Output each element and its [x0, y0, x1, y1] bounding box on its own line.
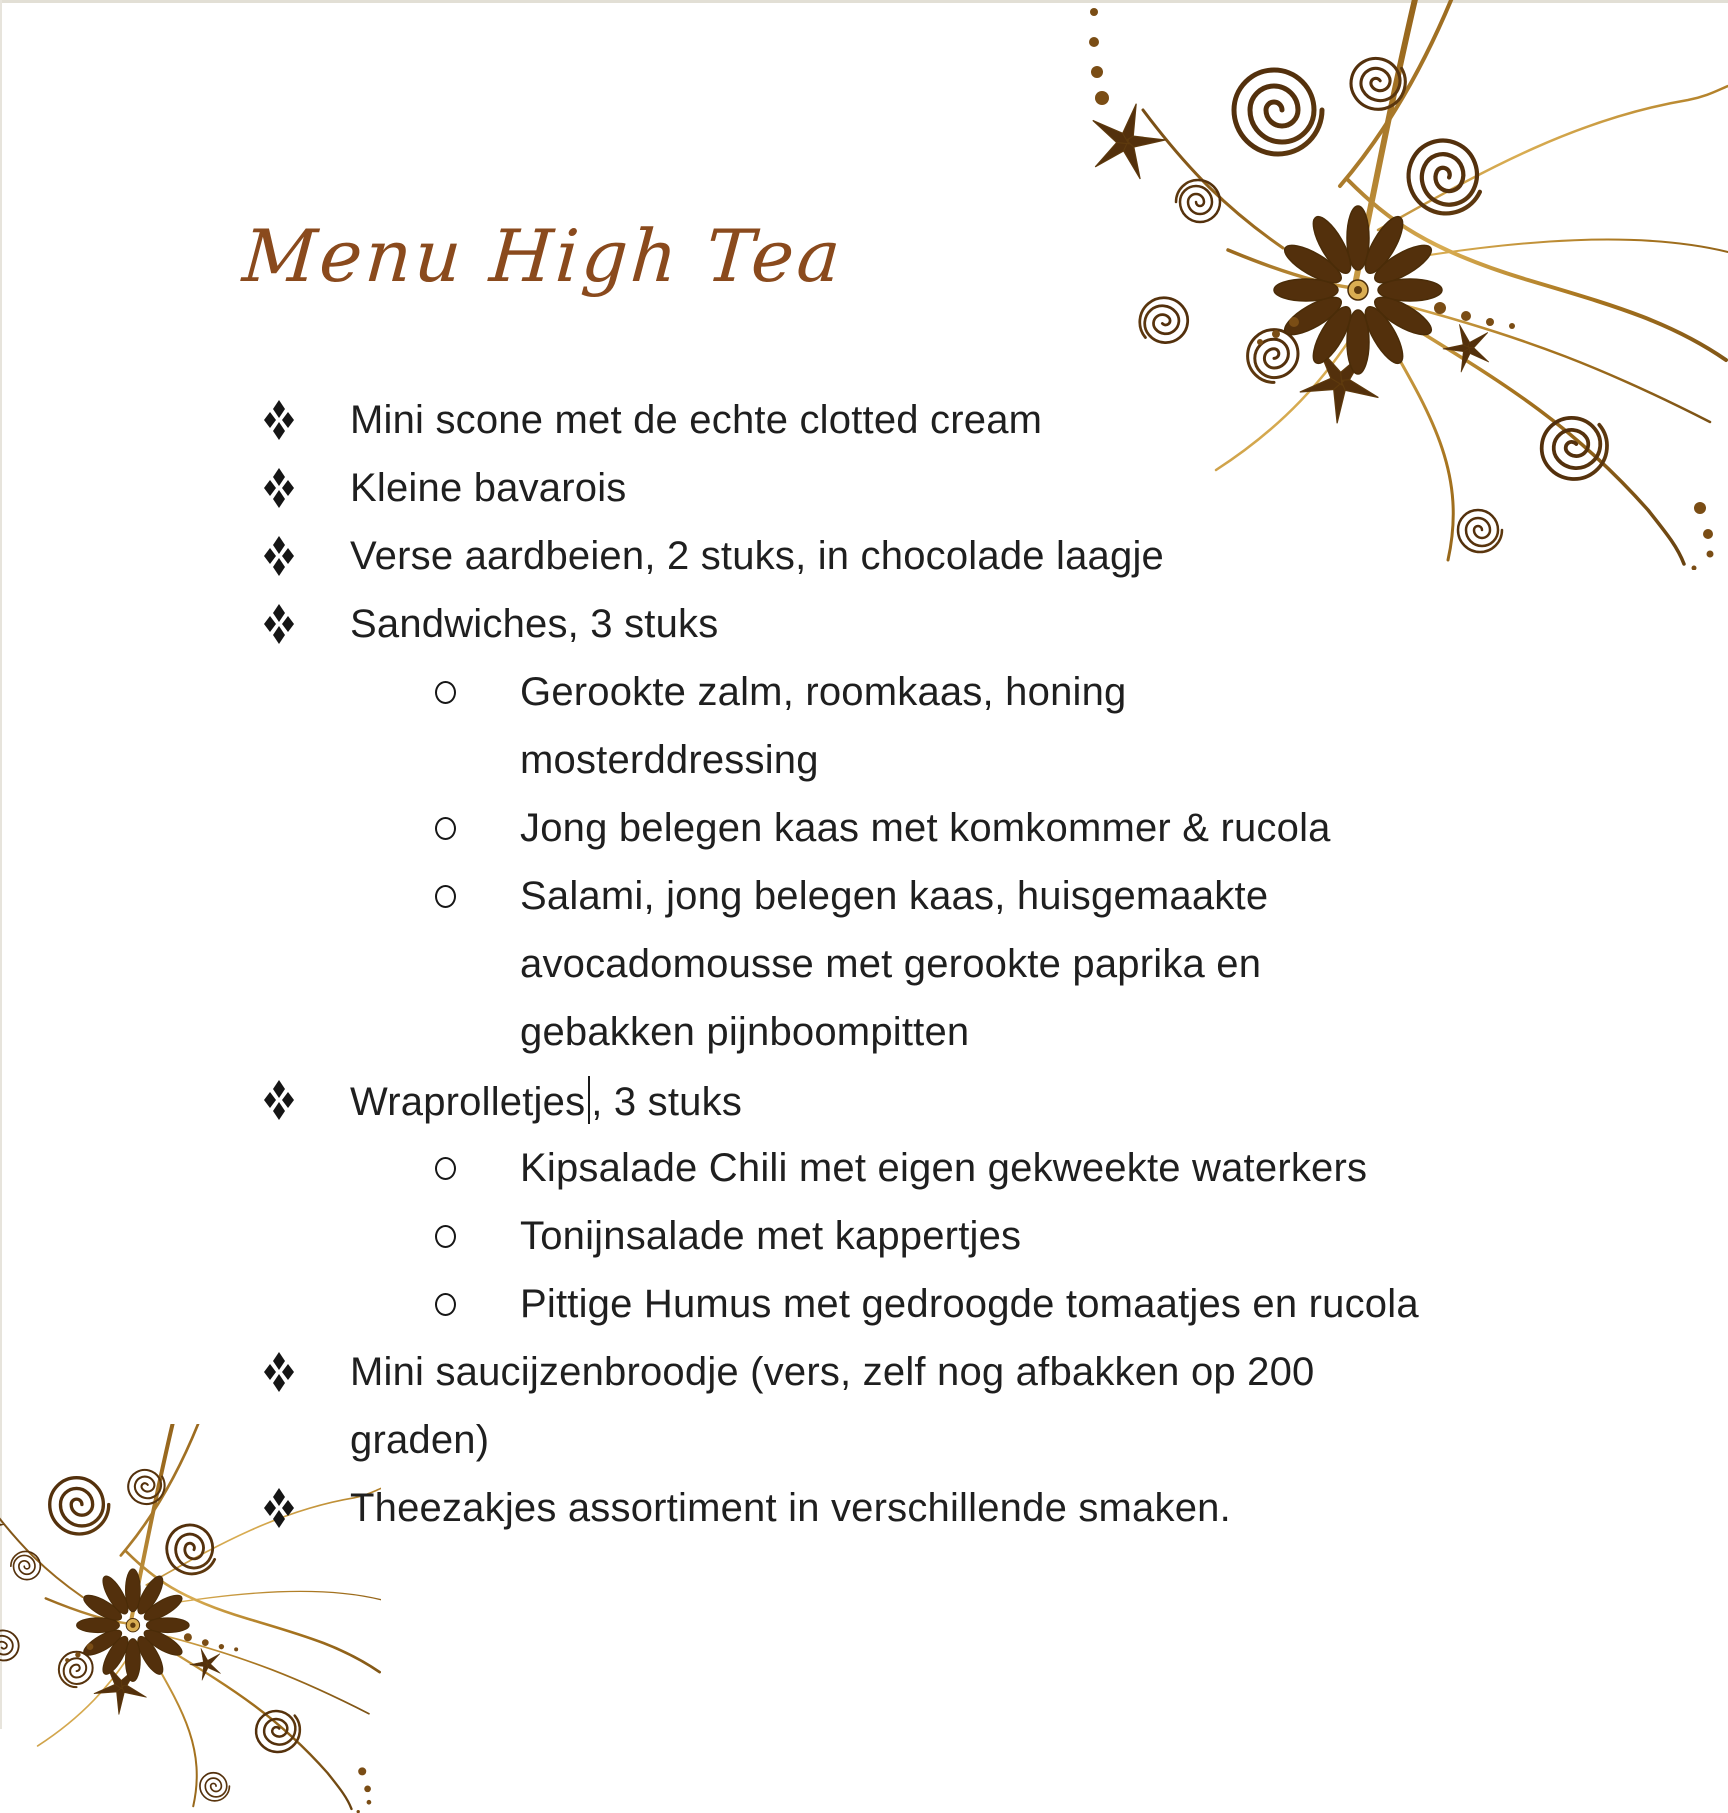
menu-subitem-text[interactable]: Jong belegen kaas met komkommer & rucola: [520, 805, 1331, 850]
text-before-cursor[interactable]: Wraprolletjes: [350, 1079, 586, 1124]
menu-subitem: [262, 794, 1512, 862]
menu-item-text[interactable]: Sandwiches, 3 stuks: [350, 601, 719, 646]
diamond-bullet-icon: [262, 1486, 296, 1530]
circle-bullet-icon: [435, 1293, 456, 1316]
menu-item-text[interactable]: Kleine bavarois: [350, 465, 627, 510]
menu-item: [262, 1474, 1512, 1542]
menu-item-text[interactable]: Mini scone met de echte clotted cream: [350, 397, 1043, 442]
menu-subitem: [262, 1134, 1512, 1202]
menu-subitem-text[interactable]: mosterddressing: [520, 737, 819, 782]
menu-item: [262, 590, 1512, 658]
menu-subitem-text[interactable]: avocadomousse met gerookte paprika en: [520, 941, 1262, 986]
menu-subitem-text[interactable]: Pittige Humus met gedroogde tomaatjes en rucola: [520, 1281, 1419, 1326]
menu-item: [262, 454, 1512, 522]
page-title[interactable]: Menu High Tea: [240, 214, 847, 299]
diamond-bullet-icon: [262, 466, 296, 510]
menu-item-text[interactable]: Verse aardbeien, 2 stuks, in chocolade laagje: [350, 533, 1164, 578]
menu-item: [262, 1338, 1512, 1406]
menu-subitem: [262, 862, 1512, 930]
menu-subitem-text[interactable]: Kipsalade Chili met eigen gekweekte waterkers: [520, 1145, 1368, 1190]
menu-subitem: [262, 1270, 1512, 1338]
menu-item: [262, 1066, 1512, 1134]
circle-bullet-icon: [435, 1157, 456, 1180]
circle-bullet-icon: [435, 1225, 456, 1248]
text-cursor: [588, 1076, 590, 1124]
menu-subitem-text[interactable]: Salami, jong belegen kaas, huisgemaakte: [520, 873, 1269, 918]
diamond-bullet-icon: [262, 534, 296, 578]
diamond-bullet-icon: [262, 1350, 296, 1394]
menu-item-text[interactable]: [350, 1076, 742, 1125]
circle-bullet-icon: [435, 885, 456, 908]
diamond-bullet-icon: [262, 602, 296, 646]
menu-subitem-text[interactable]: Gerookte zalm, roomkaas, honing: [520, 669, 1127, 714]
circle-bullet-icon: [435, 681, 456, 704]
menu-subitem: [262, 658, 1512, 726]
menu-subitem-text[interactable]: Tonijnsalade met kappertjes: [520, 1213, 1022, 1258]
menu-subitem-continuation: [262, 726, 1512, 794]
menu-item: [262, 522, 1512, 590]
menu-item-continuation: [262, 1406, 1512, 1474]
menu-list: [262, 386, 1512, 1542]
menu-subitem: [262, 1202, 1512, 1270]
diamond-bullet-icon: [262, 1078, 296, 1122]
diamond-bullet-icon: [262, 398, 296, 442]
menu-item-text[interactable]: Theezakjes assortiment in verschillende smaken.: [350, 1485, 1231, 1530]
text-after-cursor[interactable]: , 3 stuks: [591, 1079, 743, 1124]
menu-subitem-continuation: [262, 930, 1512, 998]
menu-item-text[interactable]: graden): [350, 1417, 490, 1462]
menu-item: [262, 386, 1512, 454]
menu-subitem-continuation: [262, 998, 1512, 1066]
menu-subitem-text[interactable]: gebakken pijnboompitten: [520, 1009, 970, 1054]
menu-item-text[interactable]: Mini saucijzenbroodje (vers, zelf nog afbakken op 200: [350, 1349, 1315, 1394]
circle-bullet-icon: [435, 817, 456, 840]
